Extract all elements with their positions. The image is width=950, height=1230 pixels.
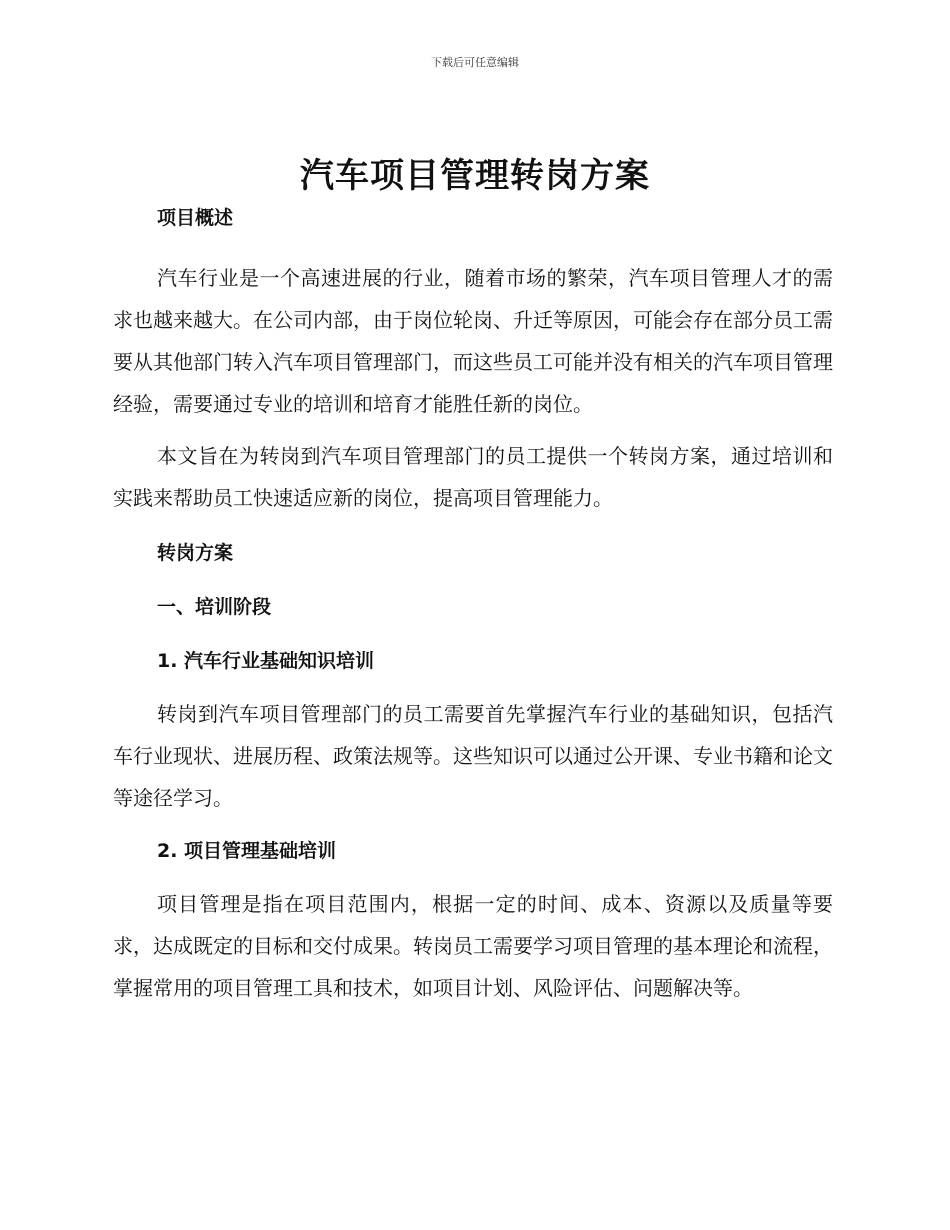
document-title: 汽车项目管理转岗方案 — [300, 156, 650, 196]
subheading-item-1: 1. 汽车行业基础知识培训 — [157, 650, 375, 672]
paragraph-overview-1: 汽车行业是一个高速进展的行业，随着市场的繁荣，汽车项目管理人才的需求也越来越大。在公司内部，由于岗位轮岗、升迁等原因，可能会存在部分员工需要从其他部门转入汽车项目管理部门，而这些员工可能并没有相关的汽车项目管理经验，需要通过专业的培训和培育才能胜任新的岗位。 — [113, 266, 833, 416]
section-heading-stage-1: 一、培训阶段 — [157, 596, 272, 618]
header-note: 下载后可任意编辑 — [431, 56, 519, 69]
section-heading-overview: 项目概述 — [157, 207, 234, 229]
subheading-item-2: 2. 项目管理基础培训 — [157, 840, 337, 862]
document-body — [113, 204, 833, 1009]
paragraph-item-2: 项目管理是指在项目范围内，根据一定的时间、成本、资源以及质量等要求，达成既定的目标和交付成果。转岗员工需要学习项目管理的基本理论和流程，掌握常用的项目管理工具和技术，如项目计划、风险评估、问题解决等。 — [113, 892, 833, 1000]
paragraph-overview-2: 本文旨在为转岗到汽车项目管理部门的员工提供一个转岗方案，通过培训和实践来帮助员工快速适应新的岗位，提高项目管理能力。 — [113, 444, 833, 510]
paragraph-item-1: 转岗到汽车项目管理部门的员工需要首先掌握汽车行业的基础知识，包括汽车行业现状、进展历程、政策法规等。这些知识可以通过公开课、专业书籍和论文等途径学习。 — [113, 702, 833, 810]
section-heading-plan: 转岗方案 — [157, 542, 234, 564]
